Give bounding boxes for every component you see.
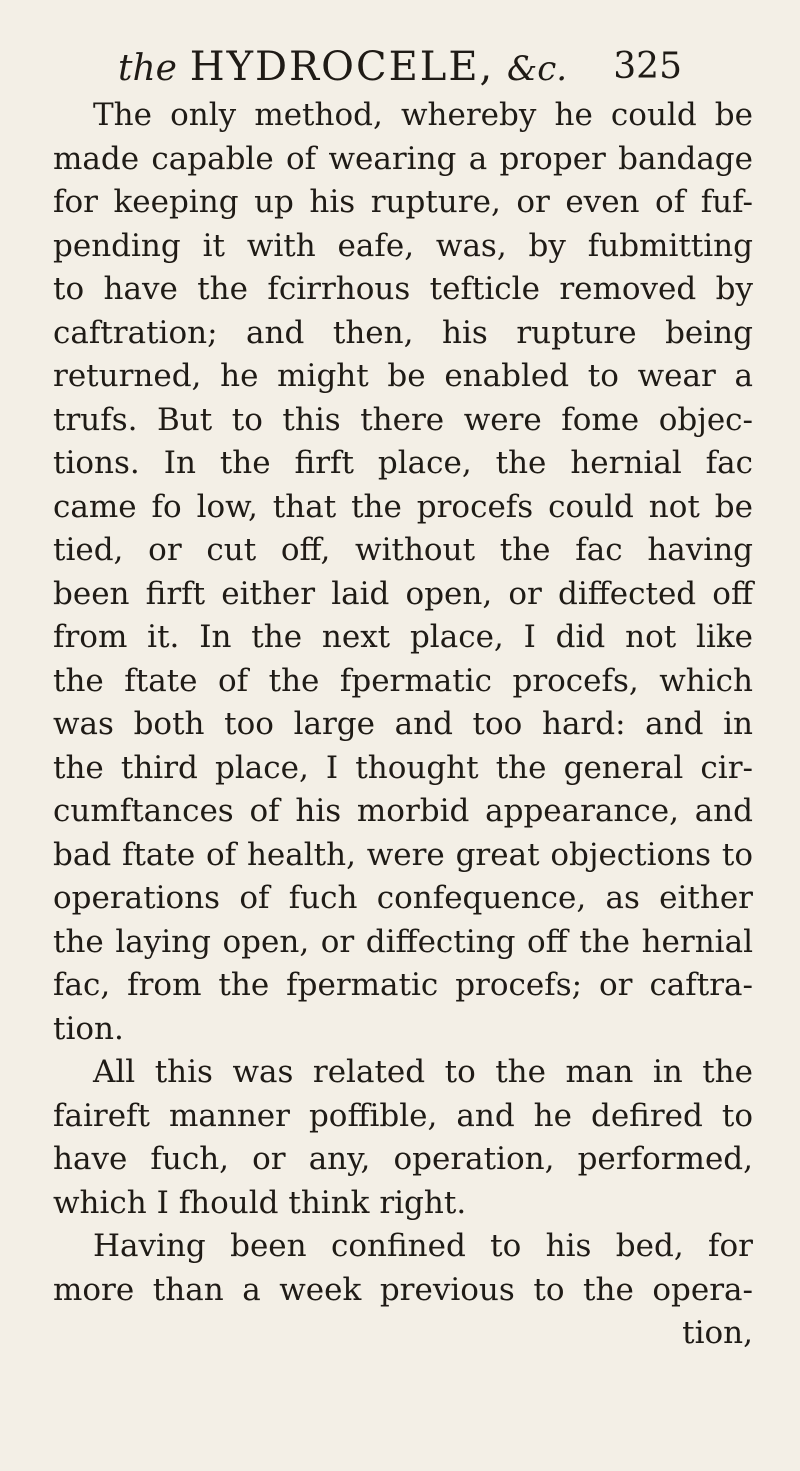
text-line: operations of fuch confequence, as either [53, 880, 753, 916]
text-line: the third place, I thought the general cir- [53, 749, 753, 786]
text-line: Having been confined to his bed, for [93, 1228, 753, 1264]
text-line: cumftances of his morbid appearance, and [53, 793, 753, 829]
text-line: the ftate of the fpermatic procefs, which [53, 662, 753, 699]
running-head [118, 42, 682, 92]
text-line: came fo low, that the procefs could not be [53, 488, 753, 525]
paragraph-1 [53, 94, 753, 1051]
text-line: tied, or cut off, without the fac having [53, 532, 753, 568]
text-line: bad ftate of health, were great objections to [53, 836, 753, 873]
text-line: made capable of wearing a proper bandage [53, 140, 753, 177]
running-title-suffix: &c. [506, 49, 568, 89]
text-line: tion. [53, 1010, 124, 1047]
text-line: for keeping up his rupture, or even of fuf- [53, 184, 753, 220]
text-line: more than a week previous to the opera- [53, 1271, 753, 1308]
text-line: pending it with eafe, was, by fubmitting [53, 227, 753, 264]
text-line: from it. In the next place, I did not like [53, 619, 753, 655]
paragraph-2 [53, 1051, 753, 1225]
text-line: been firft either laid open, or diffected off [53, 575, 753, 612]
text-line: have fuch, or any, operation, performed, [53, 1141, 753, 1177]
body-text [53, 94, 753, 1356]
text-line: faireft manner poffible, and he defired to [53, 1097, 753, 1134]
text-line: fac, from the fpermatic procefs; or caftra- [53, 967, 753, 1003]
running-title-prefix: the [118, 48, 177, 89]
text-line: tions. In the firft place, the hernial fac [53, 445, 753, 481]
text-line: which I fhould think right. [53, 1184, 467, 1221]
text-line: returned, he might be enabled to wear a [53, 358, 753, 394]
text-line: caftration; and then, his rupture being [53, 314, 753, 351]
text-line: to have the fcirrhous tefticle removed by [53, 271, 753, 307]
text-line: All this was related to the man in the [93, 1054, 753, 1090]
text-line: The only method, whereby he could be [93, 97, 753, 133]
page-number: 325 [613, 46, 682, 87]
running-title: HYDROCELE, [189, 44, 495, 90]
text-line: the laying open, or diffecting off the hernial [53, 923, 753, 960]
catchword: tion, [682, 1315, 753, 1351]
text-line: trufs. But to this there were fome objec- [53, 401, 753, 438]
text-line: was both too large and too hard: and in [53, 706, 753, 742]
paragraph-3 [53, 1225, 753, 1312]
